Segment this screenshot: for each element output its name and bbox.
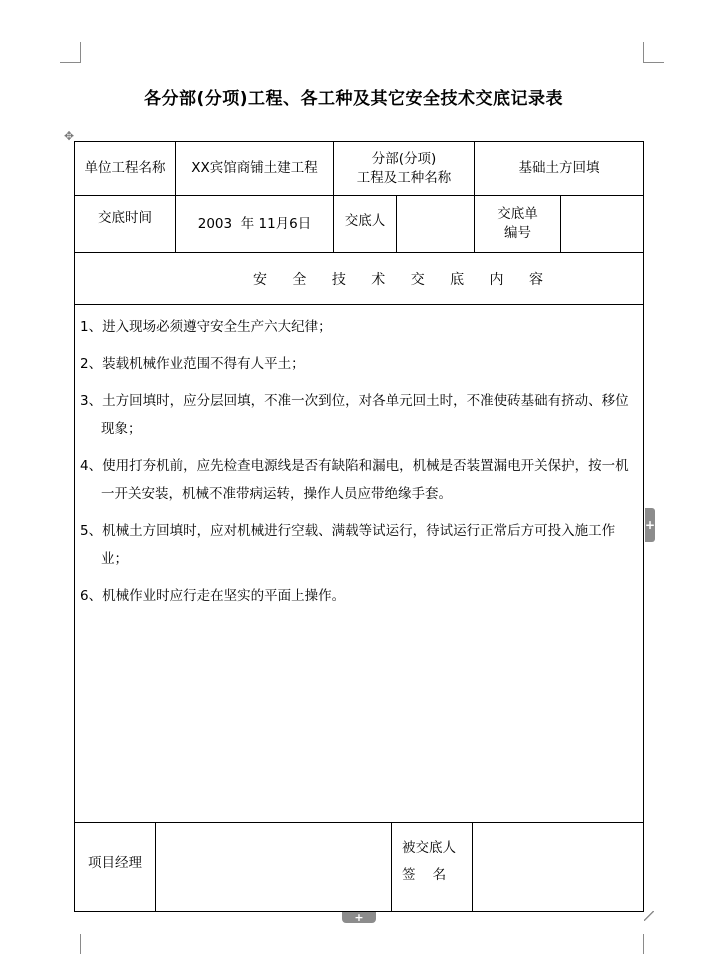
document-title: 各分部(分项)工程、各工种及其它安全技术交底记录表 [143,89,564,109]
list-item-text: 4、使用打夯机前，应先检查电源线是否有缺陷和漏电，机械是否装置漏电开关保护，按一机一开关安装，机械不准带病运转，操作人员应带绝缘手套。 [80,458,629,502]
heading-char: 容 [528,271,543,288]
list-item-text: 3、土方回填时，应分层回填，不准一次到位，对各单元回土时，不准使砖基础有挤动、移位现象； [80,393,629,437]
content-heading [75,253,643,304]
list-item [80,452,642,508]
heading-char: 交 [410,271,425,288]
recipient-label-line2: 签 名 [402,867,447,883]
sub-project-label-line1: 分部(分项) [371,150,437,167]
recipient-signature[interactable] [473,823,643,911]
handover-no-label-line2: 编号 [504,225,531,241]
table-resize-icon[interactable] [644,911,654,921]
handover-time-label: 交底时间 [98,209,152,226]
list-item [80,582,642,610]
list-item [80,387,642,443]
list-item-text: 5、机械土方回填时，应对机械进行空载、满载等试运行，待试运行正常后方可投入施工作业； [80,523,616,567]
page-corner-mark-top-right [643,42,664,63]
heading-char: 术 [371,271,386,288]
sub-project-label-line2: 工程及工种名称 [356,169,452,186]
page-corner-mark-bottom-left [60,934,81,954]
list-item [80,517,642,573]
unit-project-label: 单位工程名称 [84,160,166,176]
list-item-text: 6、机械作业时应行走在坚实的平面上操作。 [80,588,346,604]
list-item [80,350,642,378]
safety-items-list[interactable] [80,313,642,619]
handover-person-label: 交底人 [344,212,386,229]
heading-char: 全 [292,271,307,288]
heading-char: 安 [253,271,267,288]
handover-time-value[interactable]: 2003 年 11月6日 [197,215,312,232]
add-row-icon[interactable]: + [342,912,376,923]
column-divider [391,822,392,912]
unit-project-value[interactable]: XX宾馆商铺土建工程 [191,160,318,176]
handover-person-value[interactable] [397,196,474,252]
add-column-icon[interactable]: + [645,508,655,542]
handover-no-value[interactable] [561,196,643,252]
recipient-label-line1: 被交底人 [402,840,456,856]
heading-char: 内 [489,271,504,288]
heading-char: 技 [331,271,346,288]
sub-project-label [334,142,474,195]
list-item [80,313,642,341]
sub-project-value[interactable]: 基础土方回填 [518,160,600,176]
page-corner-mark-bottom-right [643,934,664,954]
table-move-icon[interactable]: ✥ [63,129,75,143]
recipient-label [402,835,456,889]
handover-no-label [475,196,560,252]
project-manager-label: 项目经理 [88,854,142,871]
page-corner-mark-top-left [60,42,81,63]
list-item-text: 2、装载机械作业范围不得有人平土； [80,356,305,372]
list-item-text: 1、进入现场必须遵守安全生产六大纪律； [80,319,332,335]
project-manager-signature[interactable] [156,823,391,911]
heading-char: 底 [450,271,465,288]
row-divider [74,304,644,305]
handover-no-label-line1: 交底单 [497,206,538,222]
